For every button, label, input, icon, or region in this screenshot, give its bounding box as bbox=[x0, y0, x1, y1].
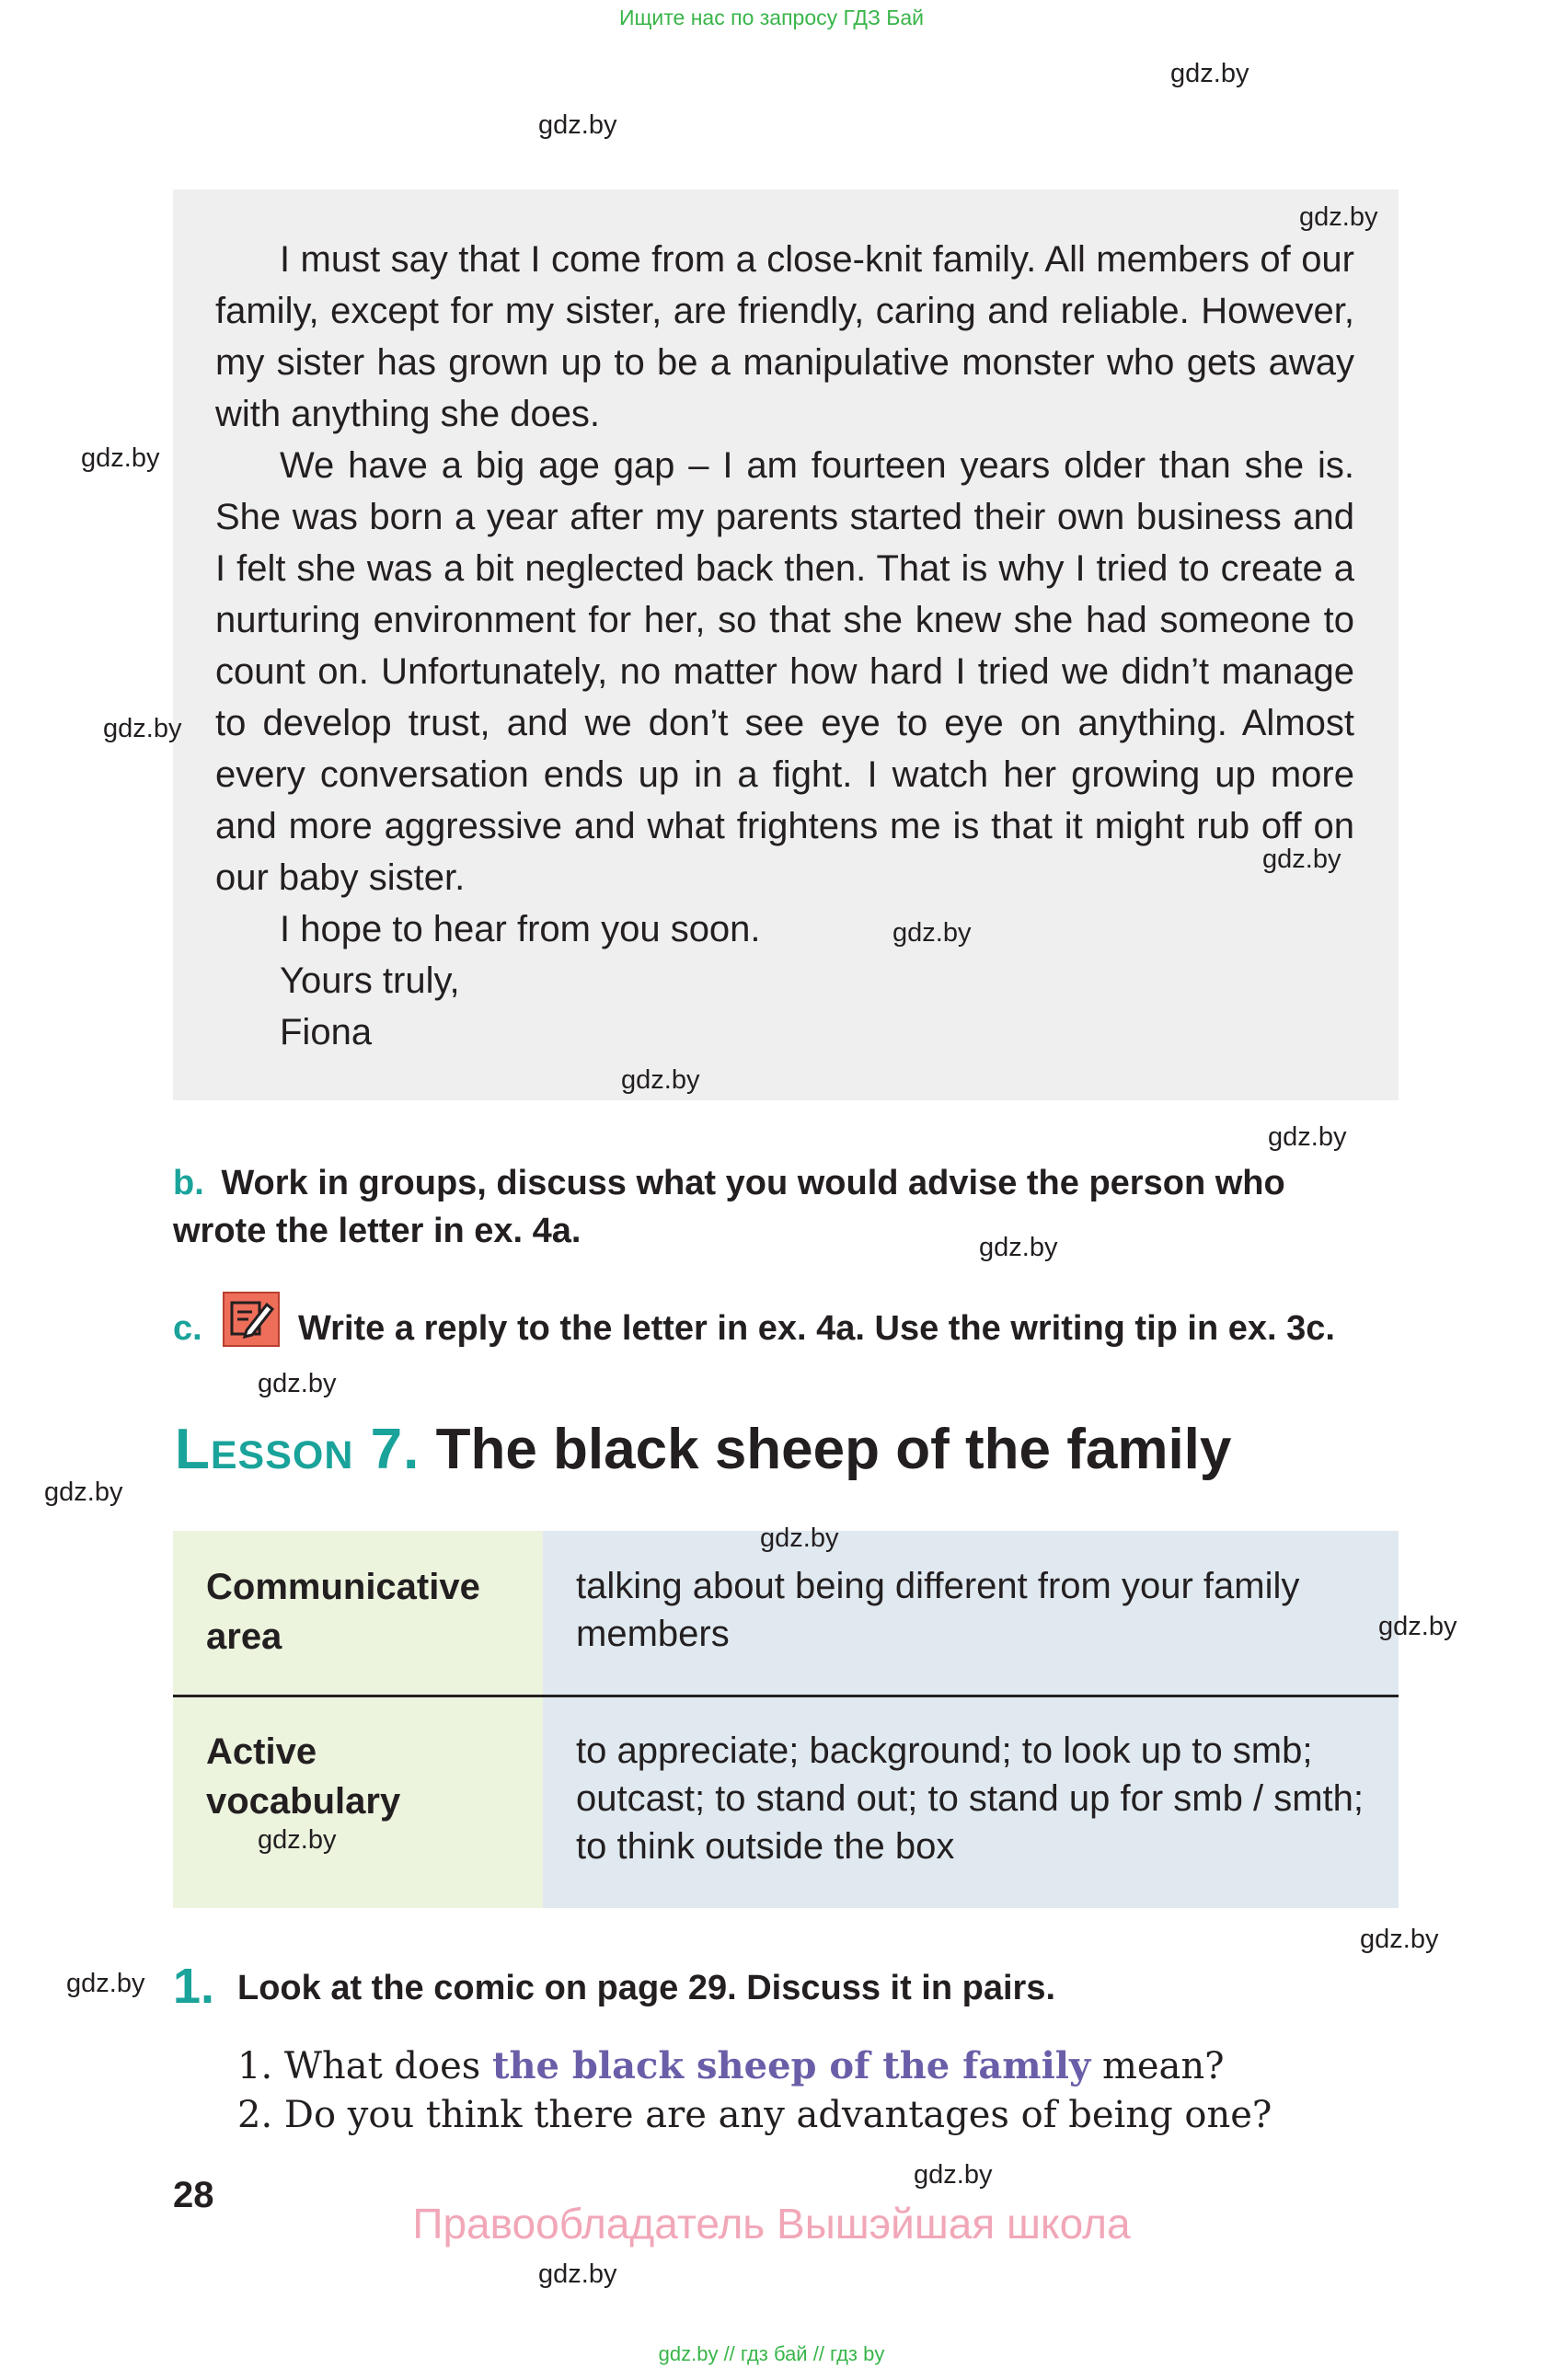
task-text: wrote the letter in ex. 4a. bbox=[173, 1212, 582, 1250]
watermark: gdz.by bbox=[538, 2259, 617, 2289]
exercise-number: 1. bbox=[173, 1959, 215, 2014]
watermark: gdz.by bbox=[103, 714, 182, 743]
watermark: gdz.by bbox=[621, 1065, 700, 1095]
watermark: gdz.by bbox=[979, 1233, 1058, 1262]
table-value-cell: to appreciate; background; to look up to smb; outcast; to stand out; to stand up for smb / smth; to think outside the box bbox=[543, 1697, 1399, 1908]
top-search-link[interactable]: Ищите нас по запросу ГДЗ Бай bbox=[618, 6, 925, 29]
task-label: b. bbox=[173, 1164, 204, 1202]
watermark: gdz.by bbox=[914, 2160, 993, 2190]
task-text: Work in groups, discuss what you would advise the person who bbox=[221, 1164, 1285, 1202]
task-c-label: c. bbox=[173, 1309, 202, 1348]
question-2: 2. Do you think there are any advantages of being one? bbox=[237, 2094, 1272, 2136]
note-pencil-icon bbox=[223, 1292, 280, 1347]
watermark: gdz.by bbox=[1268, 1122, 1347, 1152]
letter-paragraph: I must say that I come from a close-knit family. All members of our family, except for my sister, are friendly, caring and reliable. However, my sister has grown up to be a manipulative monster who gets away with anything she does. bbox=[215, 239, 1354, 434]
exercise-instruction: Look at the comic on page 29. Discuss it in pairs. bbox=[237, 1969, 1056, 2007]
watermark: gdz.by bbox=[538, 110, 617, 140]
question-1: 1. What does the black sheep of the family mean? bbox=[237, 2044, 1225, 2087]
table-value-cell: talking about being different from your family members bbox=[543, 1531, 1399, 1695]
letter-box bbox=[173, 190, 1399, 1100]
letter-closing: I hope to hear from you soon. bbox=[280, 909, 761, 949]
watermark: gdz.by bbox=[1262, 845, 1341, 874]
watermark: gdz.by bbox=[66, 1969, 145, 1998]
page-number: 28 bbox=[173, 2175, 214, 2215]
watermark: gdz.by bbox=[1378, 1612, 1457, 1641]
lesson-heading bbox=[175, 1417, 1231, 1482]
watermark: gdz.by bbox=[892, 918, 972, 948]
task-b bbox=[173, 1159, 1406, 1255]
table-header-cell: Active vocabulary bbox=[173, 1697, 543, 1908]
letter-paragraph: We have a big age gap – I am fourteen years older than she is. She was born a year after my parents started their own business and I felt she was a bit neglected back then. That is why I tried to create a nurturing environment for her, so that she knew she had someone to count on. Unfortunately, no matter how hard I tried we didn’t manage to develop trust, and we don’t see eye to eye on anything. Almost every conversation ends up in a fight. I watch her growing up more and more aggressive and what frightens me is that it might rub off on our baby sister. bbox=[215, 445, 1354, 898]
lesson-number: Lesson 7. bbox=[175, 1418, 420, 1481]
watermark: gdz.by bbox=[258, 1825, 337, 1855]
task-c-text: Write a reply to the letter in ex. 4a. Use the writing tip in ex. 3c. bbox=[298, 1309, 1335, 1348]
letter-closing: Yours truly, bbox=[280, 960, 460, 1001]
watermark: gdz.by bbox=[1299, 202, 1378, 232]
watermark: gdz.by bbox=[81, 443, 160, 473]
letter-signature: Fiona bbox=[280, 1012, 373, 1052]
lesson-info-table bbox=[173, 1531, 1399, 1908]
lesson-title: The black sheep of the family bbox=[435, 1418, 1232, 1481]
watermark: gdz.by bbox=[1170, 59, 1249, 88]
table-header-cell: Communicative area bbox=[173, 1531, 543, 1695]
watermark: gdz.by bbox=[44, 1477, 123, 1507]
watermark: gdz.by bbox=[760, 1523, 839, 1553]
watermark: gdz.by bbox=[258, 1369, 337, 1398]
idiom-highlight: the black sheep of the family bbox=[492, 2044, 1091, 2087]
copyright-owner: Правообладатель Вышэйшая школа bbox=[412, 2200, 1131, 2248]
watermark: gdz.by bbox=[1360, 1925, 1439, 1954]
footer-links[interactable]: gdz.by // гдз бай // гдз by bbox=[658, 2342, 885, 2365]
letter-text bbox=[215, 234, 1354, 1058]
